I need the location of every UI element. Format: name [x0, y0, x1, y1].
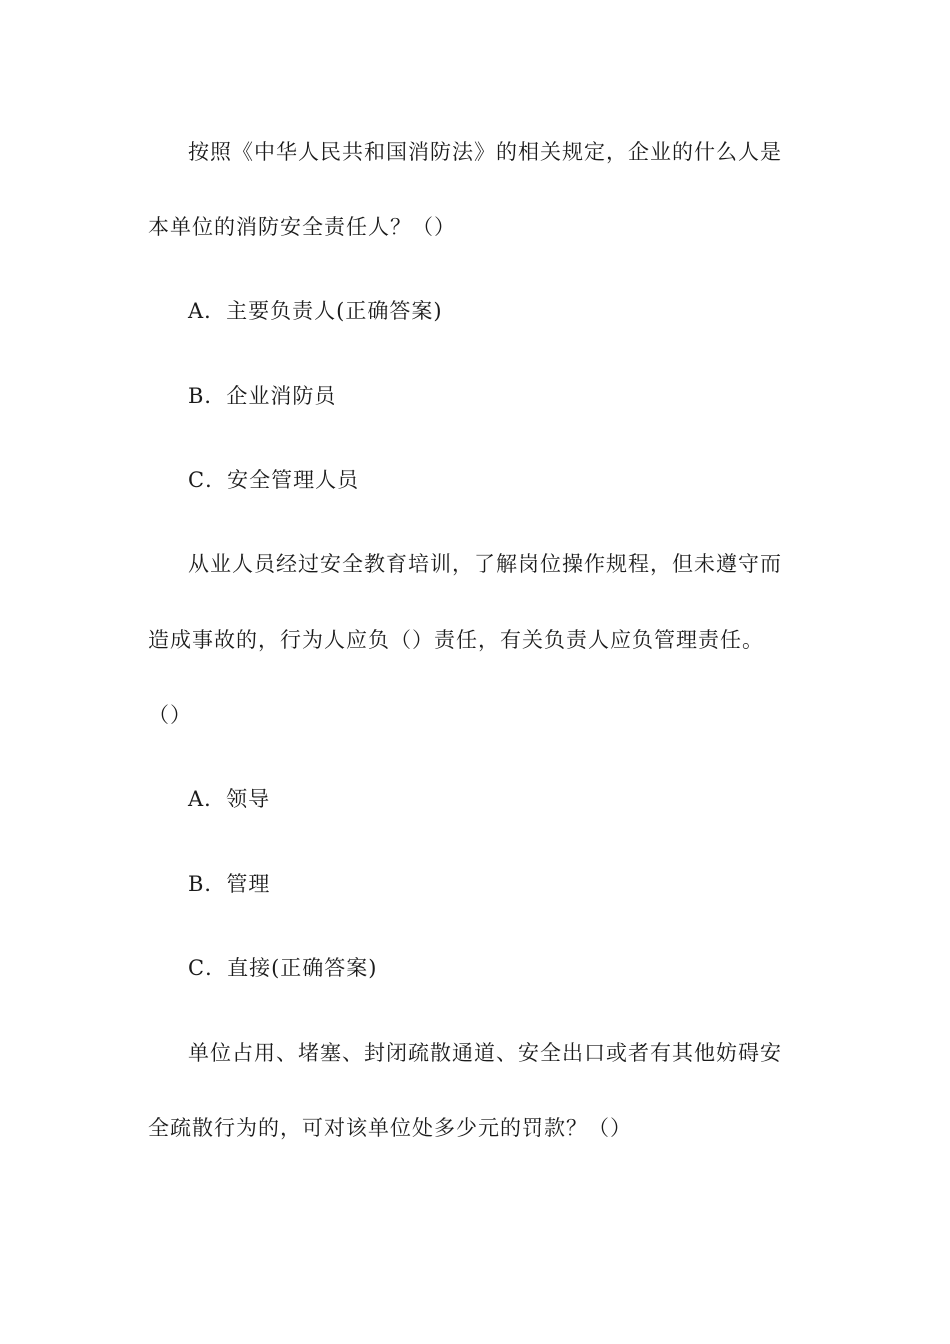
question-2-stem-line-1: 从业人员经过安全教育培训，了解岗位操作规程，但未遵守而 — [188, 552, 782, 576]
question-1-stem-line-2: 本单位的消防安全责任人？（） — [148, 215, 456, 239]
question-2-option-c: C．直接(正确答案) — [188, 956, 378, 980]
question-1-option-a: A．主要负责人(正确答案) — [188, 299, 443, 323]
question-2-option-b: B．管理 — [188, 872, 271, 896]
question-1-option-b: B．企业消防员 — [188, 384, 337, 408]
question-2-stem-line-3: （） — [148, 703, 192, 727]
question-2-stem-line-2: 造成事故的，行为人应负（）责任，有关负责人应负管理责任。 — [148, 628, 764, 652]
question-1-option-c: C．安全管理人员 — [188, 468, 360, 492]
question-1-stem-line-1: 按照《中华人民共和国消防法》的相关规定，企业的什么人是 — [188, 140, 782, 164]
question-3-stem-line-2: 全疏散行为的，可对该单位处多少元的罚款？（） — [148, 1116, 632, 1140]
question-2-option-a: A．领导 — [188, 787, 271, 811]
question-3-stem-line-1: 单位占用、堵塞、封闭疏散通道、安全出口或者有其他妨碍安 — [188, 1041, 782, 1065]
